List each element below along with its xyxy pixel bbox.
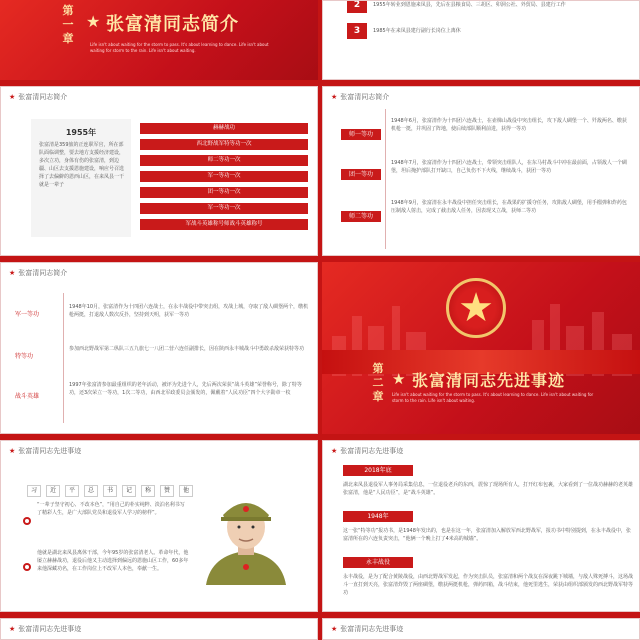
praise-chars [27,477,198,497]
slide-header [9,269,67,278]
praise-paragraph: 他就是湖北来凤县离休干部，今年95岁的张富清老人。革命年代，他屡立赫赫战功，退役后他又主动选择到偏远的恩施山区工作，60多年来他深藏功名，在工作岗位上不改军人本色，奉献一生。 [37,550,189,572]
slide-chapter-two[interactable] [322,262,640,434]
header-text: 张富清同志简介 [18,269,68,277]
merit-text: 1948年7月，张富清作为十四团六连战士，带领突击组队人，在东马村战斗中冲在最前面，占领敌人一个碉堡，坦后掩护部队打开缺口，自己负伤不下火线，继续战斗，获团一等功 [391,160,627,174]
tagline: Life isn't about waiting for the storm to pass. It's about learning to dance. Life isn't about waiting for storm to the rain. Life isn't about waiting. [90,42,269,53]
bio-text: 张富清是359旅的正连职军官，所在部队面临调整，要去地方支援经济建设，多次立功，身体有伤的张富清，到边疆、山区去支援恩施建设，响应号召选择了去偏僻的恩西山区，在来凤县一干就是一辈子 [39,142,125,188]
timeline-text: 永丰战役，是为了配合黄陵战役，由西北野战军发起，作为突击队员，张富清和两个战友在深夜跳下城墙，与敌人殊死搏斗，这场战斗一直打到天亮，张富清炸毁了两座碉堡，缴获两挺机枪，弹药四箱，战斗结束，他死里逃生，荣获由组织部颁发的西北野战军特等功 [343,574,634,596]
item-number: 2 [347,0,367,13]
merit-text: 1948年6月，张富清作为十四团六连战士，在壶梯山战役中突击组长，攻下敌人碉堡一个、歼敌两名、缴获机枪一挺，并巩固了阵地，使后续部队顺利前进，获得一等功 [391,118,627,132]
praise-quote: “一辈子坚守初心、不改本色”，“用自己的朴实纯粹、淡泊名利书写了精彩人生，是广大部队党员和退役军人学习的榜样”。 [37,502,185,516]
merit-label: 战斗英雄 [15,393,40,400]
merit-text: 1948年10月，张富清作为十四团六连战士，在永丰战役中带突击组，攻战上城，夺取了敌人碉堡两个，缴机枪两挺，打退敌人数次反扑，坚持到天明，获军一等功 [69,304,309,318]
star-icon: ★ [9,269,16,277]
timeline-text: 湖北来凤县退役军人事务局采集信息，一位退役老兵的东西，震惊了现场所有人，打开红布包裹，大家看到了一位战功赫赫的老英雄张富清，他是“人民功臣”，是“战斗英雄”。 [343,482,634,496]
header-text: 张富清同志先进事迹 [18,447,82,455]
slide-chapter-one[interactable] [0,0,318,80]
slide-intro-list[interactable] [322,0,640,80]
section-title: 张富清同志先进事迹 [412,371,566,390]
timeline-text: 这一张“特等功”报功书，是1948年发出的，也是在这一年，张富清加入解放军西北野战军，报功书中特别提到，在永丰战役中，张富清所在的六连负责突击，“他俩一个晚上打了4米高的城墙”。 [343,528,631,542]
honor-item: 团一等功一次 [140,187,308,198]
praise-char: 平 [65,485,79,497]
slide-merits-1[interactable] [322,86,640,256]
star-icon: ★ [331,447,338,455]
divider-line [385,109,386,249]
praise-char: 近 [46,485,60,497]
header-text: 张富清同志先进事迹 [340,625,404,633]
item-number: 3 [347,23,367,39]
header-text: 张富清同志简介 [18,93,68,101]
merit-text: 参加西北野战军第二纵队三五九旅七一八团二营六连任副排长，因在陕西永丰城战斗中勇敢杀敌荣获特等功 [69,346,305,352]
star-icon: ★ [9,625,16,633]
praise-char: 他 [179,485,193,497]
section-title: 张富清同志简介 [106,14,239,35]
honor-item: 赫赫战功 [140,123,308,134]
merit-label: 师一等功 [341,129,381,140]
chapter-label: 第一章 [62,4,74,45]
divider-line [63,293,64,423]
chapter-label: 第二章 [372,362,384,403]
star-emblem-icon: ★ [446,278,506,338]
timeline-label: 永丰战役 [343,557,413,568]
star-icon: ★ [9,447,16,455]
slide-header [331,93,389,102]
merit-label: 军一等功 [15,311,40,318]
header-text: 张富清同志先进事迹 [340,447,404,455]
slide-deeds[interactable] [322,440,640,612]
merit-label: 团一等功 [341,169,381,180]
praise-char: 记 [122,485,136,497]
honor-item: 军一等功一次 [140,203,308,214]
slide-bio[interactable] [0,86,318,256]
tagline: Life isn't about waiting for the storm to pass. It's about learning to dance. Life isn't about waiting for storm to the rain. Life isn't about waiting. [392,392,594,403]
praise-char: 习 [27,485,41,497]
slide-header [9,93,67,102]
slide-header [331,447,403,456]
honor-item: 师二等功一次 [140,155,308,166]
bullet-icon [23,517,31,525]
header-text: 张富清同志简介 [340,93,390,101]
slide-deeds-3[interactable] [322,618,640,640]
timeline-label: 1948年 [343,511,413,522]
praise-char: 总 [84,485,98,497]
merit-text: 1948年9月，张富清在永丰战役中担任突击组长，在战果的扩援夺任务，攻陷敌人碉堡，用手榴弹和炸药包压制敌人射击，完成了截击敌人任务，因表现又立战，获师二等功 [391,200,627,214]
slide-header [9,625,81,634]
star-icon: ★ [331,625,338,633]
honor-item: 军战斗英雄称号师战斗英雄称号 [140,219,308,230]
merit-label: 特等功 [15,353,34,360]
praise-char: 称 [141,485,155,497]
praise-char: 赞 [160,485,174,497]
merit-text: 1997年张富清参加最重组织的老年活动，被评为先进个人，先后两次荣获“战斗英雄”荣誉称号，除了特等功，还3次荣立一等功，1次二等功，由西北军政委员会颁发的，佩戴着“人民功臣”四个大字勋章一枚 [69,382,302,396]
slide-praise[interactable] [0,440,318,612]
bullet-icon [23,563,31,571]
slide-header [9,447,81,456]
merit-label: 师二等功 [341,211,381,222]
timeline-label: 2018年底 [343,465,413,476]
star-icon: ★ [9,93,16,101]
honor-item: 西北野战军特等功一次 [140,139,308,150]
slide-merits-2[interactable] [0,262,318,434]
honor-item: 军一等功一次 [140,171,308,182]
bio-year: 1955年 [65,128,97,137]
slide-header [331,625,403,634]
star-icon: ★ [86,12,101,31]
praise-char: 书 [103,485,117,497]
item-text: 1985年在来凤县建行副行长岗位上离休 [373,28,461,34]
portrait-illustration [201,489,291,585]
star-icon: ★ [392,370,406,388]
header-text: 张富清同志先进事迹 [18,625,82,633]
item-text: 1955年转业到恩施来凤县，先后在县粮食局、三胡区、卯洞公社、外贸局、县建行工作 [373,2,566,8]
slide-deeds-2[interactable] [0,618,318,640]
star-icon: ★ [331,93,338,101]
